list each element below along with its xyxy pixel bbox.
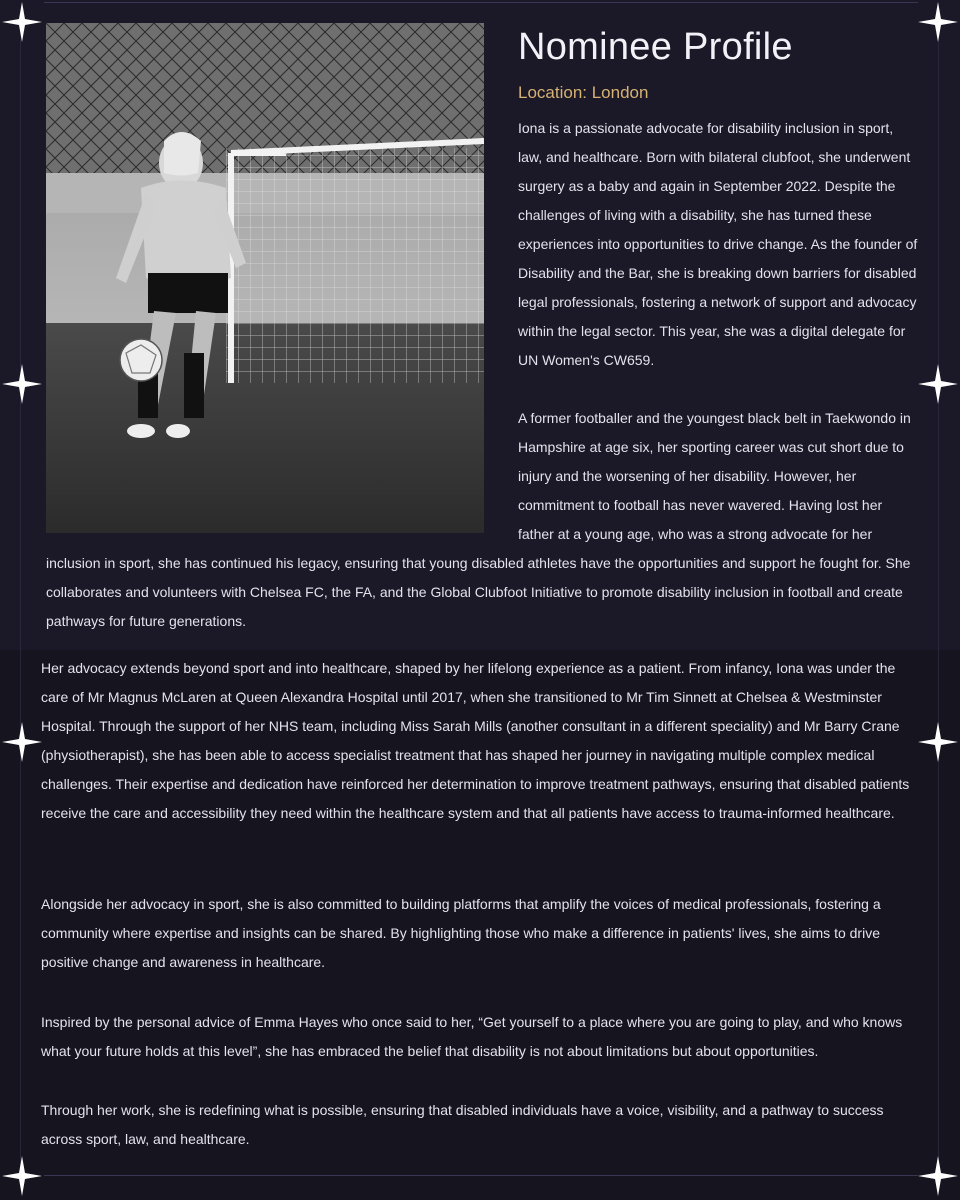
nominee-photo [46, 23, 484, 533]
bio-paragraph-4: Alongside her advocacy in sport, she is also committed to building platforms that amplify the voices of medical professionals, fostering a community where expertise and insights can be shared. By highlighting those who make a difference in patients' lives, she aims to drive positive change and awareness in healthcare. [41, 896, 881, 970]
photo-footballer-icon [46, 23, 484, 533]
sparkle-icon [916, 1154, 960, 1198]
bio-paragraph-5: Inspired by the personal advice of Emma Hayes who once said to her, “Get yourself to a place where you are going to play, and who knows what your future holds at this level”, she has embraced the belief that disability is not about limitations but about opportunities. [41, 1014, 903, 1059]
page-title: Nominee Profile [518, 26, 793, 68]
bio-paragraph-1: Iona is a passionate advocate for disability inclusion in sport, law, and healthcare. Born with bilateral clubfoot, she underwent surgery as a baby and again in September 2022. Despite the challenges of living with a disability, she has turned these experiences into opportunities to drive change. As the founder of Disability and the Bar, she is breaking down barriers for disabled legal professionals, fostering a network of support and advocacy within the legal sector. This year, she was a digital delegate for UN Women's CW659. [518, 120, 918, 368]
frame-bottom-line [44, 1175, 918, 1176]
sparkle-icon [916, 0, 960, 44]
bio-paragraph-6: Through her work, she is redefining what is possible, ensuring that disabled individuals have a voice, visibility, and a pathway to success across sport, law, and healthcare. [41, 1102, 884, 1147]
sparkle-icon [0, 1154, 44, 1198]
sparkle-icon [0, 0, 44, 44]
bio-paragraph-2-continued: inclusion in sport, she has continued his legacy, ensuring that young disabled athletes have the opportunities and support he fought for. She collaborates and volunteers with Chelsea FC, the FA, and the Global Clubfoot Initiative to promote disability inclusion in football and create pathways for future generations. [46, 555, 911, 629]
bio-paragraph-3: Her advocacy extends beyond sport and into healthcare, shaped by her lifelong experience as a patient. From infancy, Iona was under the care of Mr Magnus McLaren at Queen Alexandra Hospital until 2017, when she transitioned to Mr Tim Sinnett at Chelsea & Westminster Hospital. Through the support of her NHS team, including Miss Sarah Mills (another consultant in a different speciality) and Mr Barry Crane (physiotherapist), she has been able to access specialist treatment that has shaped her journey in navigating multiple complex medical challenges. Their expertise and dedication have reinforced her determination to improve treatment pathways, ensuring that disabled patients receive the care and accessibility they need within the healthcare system and that all patients have access to trauma-informed healthcare. [41, 660, 910, 821]
sparkle-icon [916, 720, 960, 764]
location-label: Location: London [518, 83, 649, 102]
sparkle-icon [0, 720, 44, 764]
frame-top-line [44, 2, 918, 3]
sparkle-icon [916, 362, 960, 406]
bio-paragraph-2-start: A former footballer and the youngest black belt in Taekwondo in Hampshire at age six, her sporting career was cut short due to injury and the worsening of her disability. However, her commitment to football has never wavered. Having lost her father at a young age, who was a strong advocate for her [518, 410, 911, 542]
frame-right-line [938, 40, 939, 1170]
frame-left-line [20, 40, 21, 1170]
sparkle-icon [0, 362, 44, 406]
